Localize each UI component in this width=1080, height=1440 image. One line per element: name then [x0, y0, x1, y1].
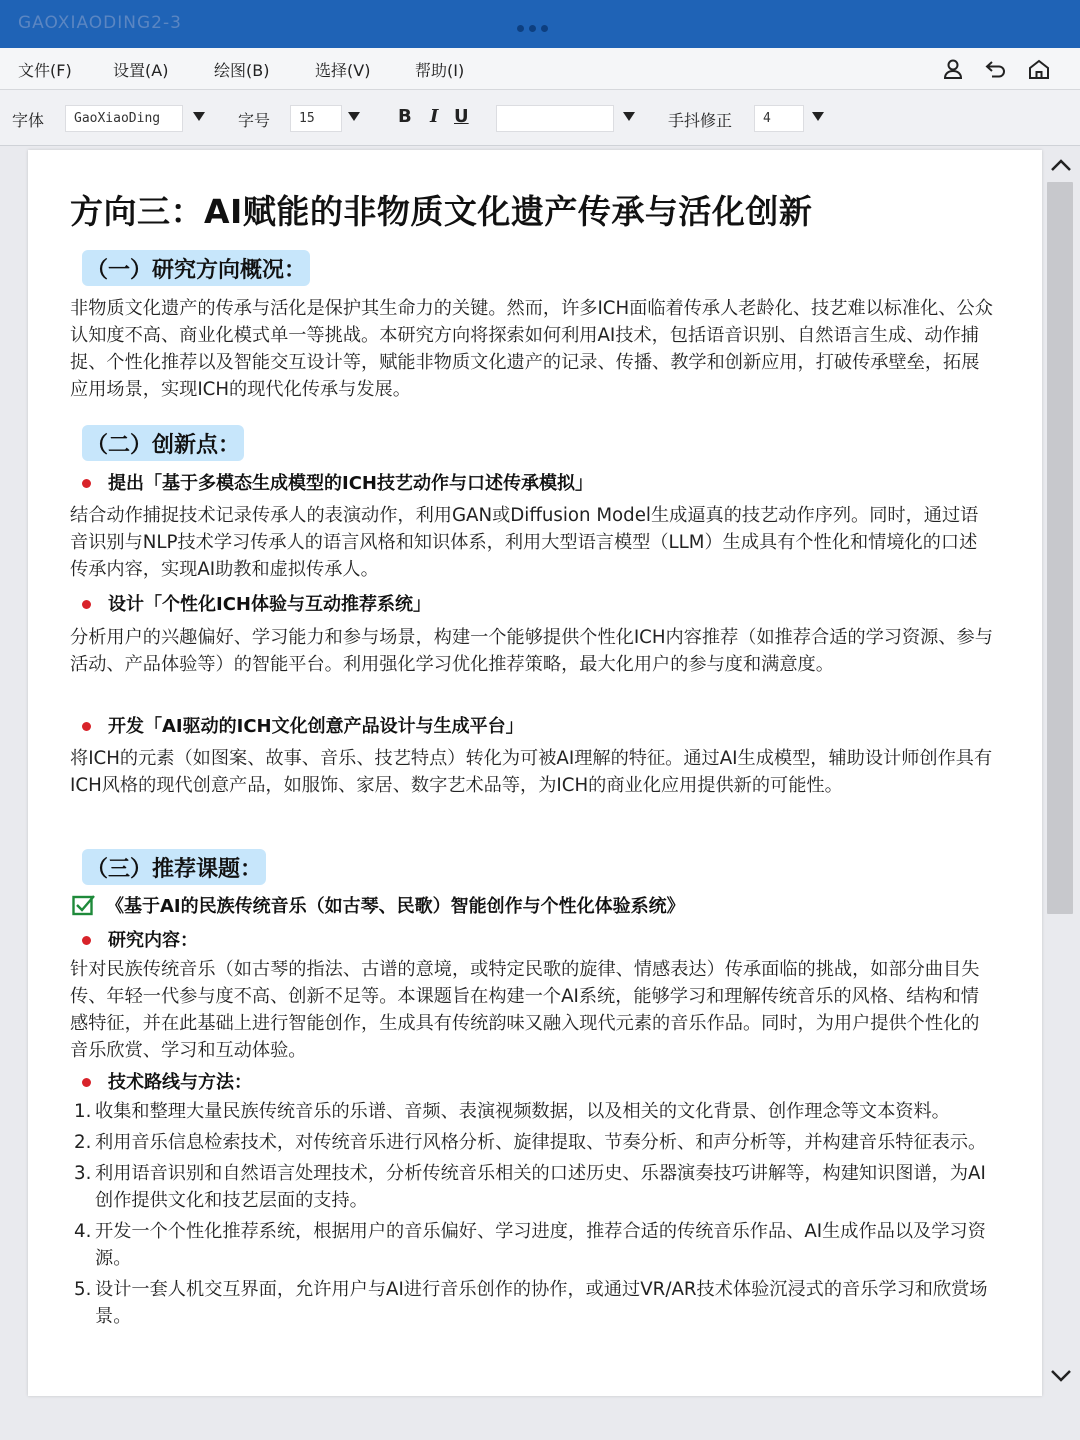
undo-icon[interactable]: [983, 56, 1009, 82]
shake-correction-select[interactable]: 4: [754, 105, 804, 132]
bullet-icon: [82, 1078, 91, 1087]
research-content-body: 针对民族传统音乐（如古琴的指法、古谱的意境，或特定民歌的旋律、情感表达）传承面临的挑战，如部分曲目失传、年轻一代参与度不高、创新不足等。本课题旨在构建一个AI系统，能够学习和理解传统音乐的风格、结构和情感特征，并在此基础上进行智能创作，生成具有传统韵味又融入现代元素的音乐作品。同时，为用户提供个性化的音乐欣赏、学习和互动体验。: [70, 959, 980, 1061]
menu-select[interactable]: 选择(V): [315, 61, 371, 80]
home-icon[interactable]: [1026, 56, 1052, 82]
user-icon[interactable]: [940, 56, 966, 82]
shake-correction-label: 手抖修正: [668, 111, 733, 130]
window-menu-dots-icon[interactable]: [517, 25, 548, 32]
section-heading-innovation: （二）创新点：: [82, 425, 244, 461]
scrollbar-thumb[interactable]: [1047, 182, 1073, 914]
scroll-down-icon[interactable]: [1050, 1368, 1072, 1387]
document-page[interactable]: [28, 150, 1042, 1396]
title-bar: [0, 0, 1080, 48]
menu-file[interactable]: 文件(F): [18, 61, 72, 80]
innovation-point-2-title: 设计「个性化ICH体验与互动推荐系统」: [70, 590, 431, 616]
recommended-topic: 《基于AI的民族传统音乐（如古琴、民歌）智能创作与个性化体验系统》: [72, 892, 685, 918]
method-item: 3. 利用语音识别和自然语言处理技术，分析传统音乐相关的口述历史、乐器演奏技巧讲解等，构建知识图谱，为AI创作提供文化和技艺层面的支持。: [74, 1163, 986, 1211]
italic-button[interactable]: I: [430, 106, 439, 127]
checkbox-checked-icon[interactable]: [72, 894, 96, 916]
font-label: 字体: [12, 111, 45, 130]
size-dropdown-icon[interactable]: [348, 112, 360, 121]
font-select[interactable]: GaoXiaoDing: [65, 105, 183, 132]
scroll-up-icon[interactable]: [1050, 157, 1072, 176]
bullet-icon: [82, 600, 91, 609]
bullet-icon: [82, 479, 91, 488]
bullet-icon: [82, 722, 91, 731]
section-heading-topics: （三）推荐课题：: [82, 849, 266, 885]
innovation-point-1-title: 提出「基于多模态生成模型的ICH技艺动作与口述传承模拟」: [70, 469, 593, 495]
menu-settings[interactable]: 设置(A): [113, 61, 169, 80]
shake-dropdown-icon[interactable]: [812, 112, 824, 121]
method-item: 4. 开发一个个性化推荐系统，根据用户的音乐偏好、学习进度，推荐合适的传统音乐作品、AI生成作品以及学习资源。: [74, 1221, 986, 1269]
innovation-point-1-body: 结合动作捕捉技术记录传承人的表演动作，利用GAN或Diffusion Model生成逼真的技艺动作序列。同时，通过语音识别与NLP技术学习传承人的语言风格和知识体系，利用大型语言模型（LLM）生成具有个性化和情境化的口述传承内容，实现AI助教和虚拟传承人。: [70, 505, 979, 580]
overview-paragraph: 非物质文化遗产的传承与活化是保护其生命力的关键。然而，许多ICH面临着传承人老龄化、技艺难以标准化、公众认知度不高、商业化模式单一等挑战。本研究方向将探索如何利用AI技术，包括语音识别、自然语言生成、动作捕捉、个性化推荐以及智能交互设计等，赋能非物质文化遗产的记录、传播、教学和创新应用，打破传承壁垒，拓展应用场景，实现ICH的现代化传承与发展。: [70, 298, 993, 400]
method-item: 5. 设计一套人机交互界面，允许用户与AI进行音乐创作的协作，或通过VR/AR技术体验沉浸式的音乐学习和欣赏场景。: [74, 1279, 988, 1327]
bold-button[interactable]: B: [398, 106, 412, 127]
method-list: [70, 1098, 994, 1334]
menu-bar: [0, 48, 1080, 90]
menu-draw[interactable]: 绘图(B): [214, 61, 270, 80]
research-content-label: 研究内容：: [70, 926, 198, 952]
style-dropdown-icon[interactable]: [623, 112, 635, 121]
style-select[interactable]: [496, 105, 614, 132]
bullet-icon: [82, 936, 91, 945]
font-dropdown-icon[interactable]: [193, 112, 205, 121]
innovation-point-3-body: 将ICH的元素（如图案、故事、音乐、技艺特点）转化为可被AI理解的特征。通过AI生成模型，辅助设计师创作具有ICH风格的现代创意产品，如服饰、家居、数字艺术品等，为ICH的商业化应用提供新的可能性。: [70, 748, 993, 796]
method-label: 技术路线与方法：: [70, 1068, 252, 1094]
underline-button[interactable]: U: [454, 106, 469, 127]
section-heading-overview: （一）研究方向概况：: [82, 250, 310, 286]
document-title: 方向三：AI赋能的非物质文化遗产传承与活化创新: [70, 192, 813, 231]
method-item: 1. 收集和整理大量民族传统音乐的乐谱、音频、表演视频数据，以及相关的文化背景、创作理念等文本资料。: [74, 1101, 950, 1122]
method-item: 2. 利用音乐信息检索技术，对传统音乐进行风格分析、旋律提取、节奏分析、和声分析等，并构建音乐特征表示。: [74, 1132, 987, 1153]
size-select[interactable]: 15: [290, 105, 342, 132]
size-label: 字号: [238, 111, 271, 130]
menu-help[interactable]: 帮助(I): [415, 61, 465, 80]
format-toolbar: [0, 90, 1080, 146]
innovation-point-2-body: 分析用户的兴趣偏好、学习能力和参与场景，构建一个能够提供个性化ICH内容推荐（如推荐合适的学习资源、参与活动、产品体验等）的智能平台。利用强化学习优化推荐策略，最大化用户的参与度和满意度。: [70, 627, 993, 675]
innovation-point-3-title: 开发「AI驱动的ICH文化创意产品设计与生成平台」: [70, 712, 524, 738]
window-title: GAOXIAODING2-3: [18, 13, 182, 33]
